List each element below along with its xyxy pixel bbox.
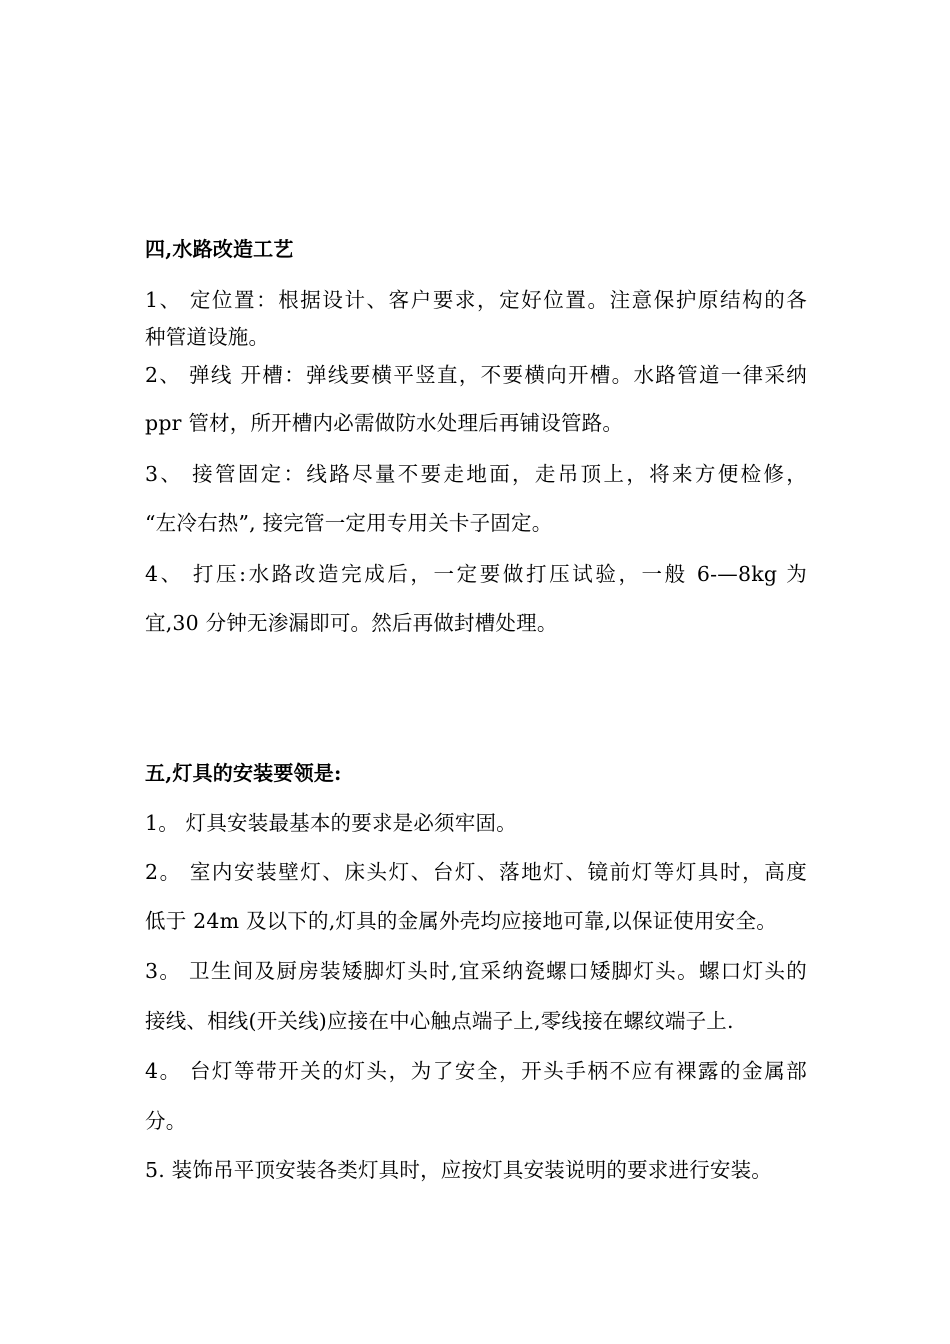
paragraph-line: 分。: [145, 1109, 187, 1133]
paragraph-line: 5. 装饰吊平顶安装各类灯具时，应按灯具安装说明的要求进行安装。: [145, 1158, 772, 1182]
paragraph-line: 4。 台灯等带开关的灯头，为了安全，开头手柄不应有裸露的金属部: [145, 1059, 807, 1083]
paragraph-line: 宜,30 分钟无渗漏即可。然后再做封槽处理。: [145, 611, 558, 635]
paragraph-line: ppr 管材，所开槽内必需做防水处理后再铺设管路。: [145, 411, 624, 435]
paragraph-line: 1。 灯具安装最基本的要求是必须牢固。: [145, 811, 517, 835]
paragraph-line: 1、 定位置：根据设计、客户要求，定好位置。注意保护原结构的各: [145, 288, 807, 312]
paragraph-line: 3、 接管固定：线路尽量不要走地面，走吊顶上，将来方便检修，: [145, 462, 807, 486]
document-page: [145, 0, 810, 1344]
paragraph-line: 接线、相线(开关线)应接在中心触点端子上,零线接在螺纹端子上.: [145, 1009, 734, 1033]
paragraph-line: 4、 打压:水路改造完成后，一定要做打压试验，一般 6-—8kg 为: [145, 562, 807, 586]
section-heading-water-route: 四,水路改造工艺: [145, 237, 294, 261]
paragraph-line: “左冷右热”, 接完管一定用专用关卡子固定。: [145, 511, 553, 535]
section-heading-lighting: 五,灯具的安装要领是:: [145, 761, 342, 785]
paragraph-line: 2、 弹线 开槽：弹线要横平竖直，不要横向开槽。水路管道一律采纳: [145, 363, 807, 387]
paragraph-line: 种管道设施。: [145, 325, 270, 349]
paragraph-line: 3。 卫生间及厨房装矮脚灯头时,宜采纳瓷螺口矮脚灯头。螺口灯头的: [145, 959, 807, 983]
paragraph-line: 低于 24m 及以下的,灯具的金属外壳均应接地可靠,以保证使用安全。: [145, 909, 777, 933]
paragraph-line: 2。 室内安装壁灯、床头灯、台灯、落地灯、镜前灯等灯具时，高度: [145, 860, 807, 884]
